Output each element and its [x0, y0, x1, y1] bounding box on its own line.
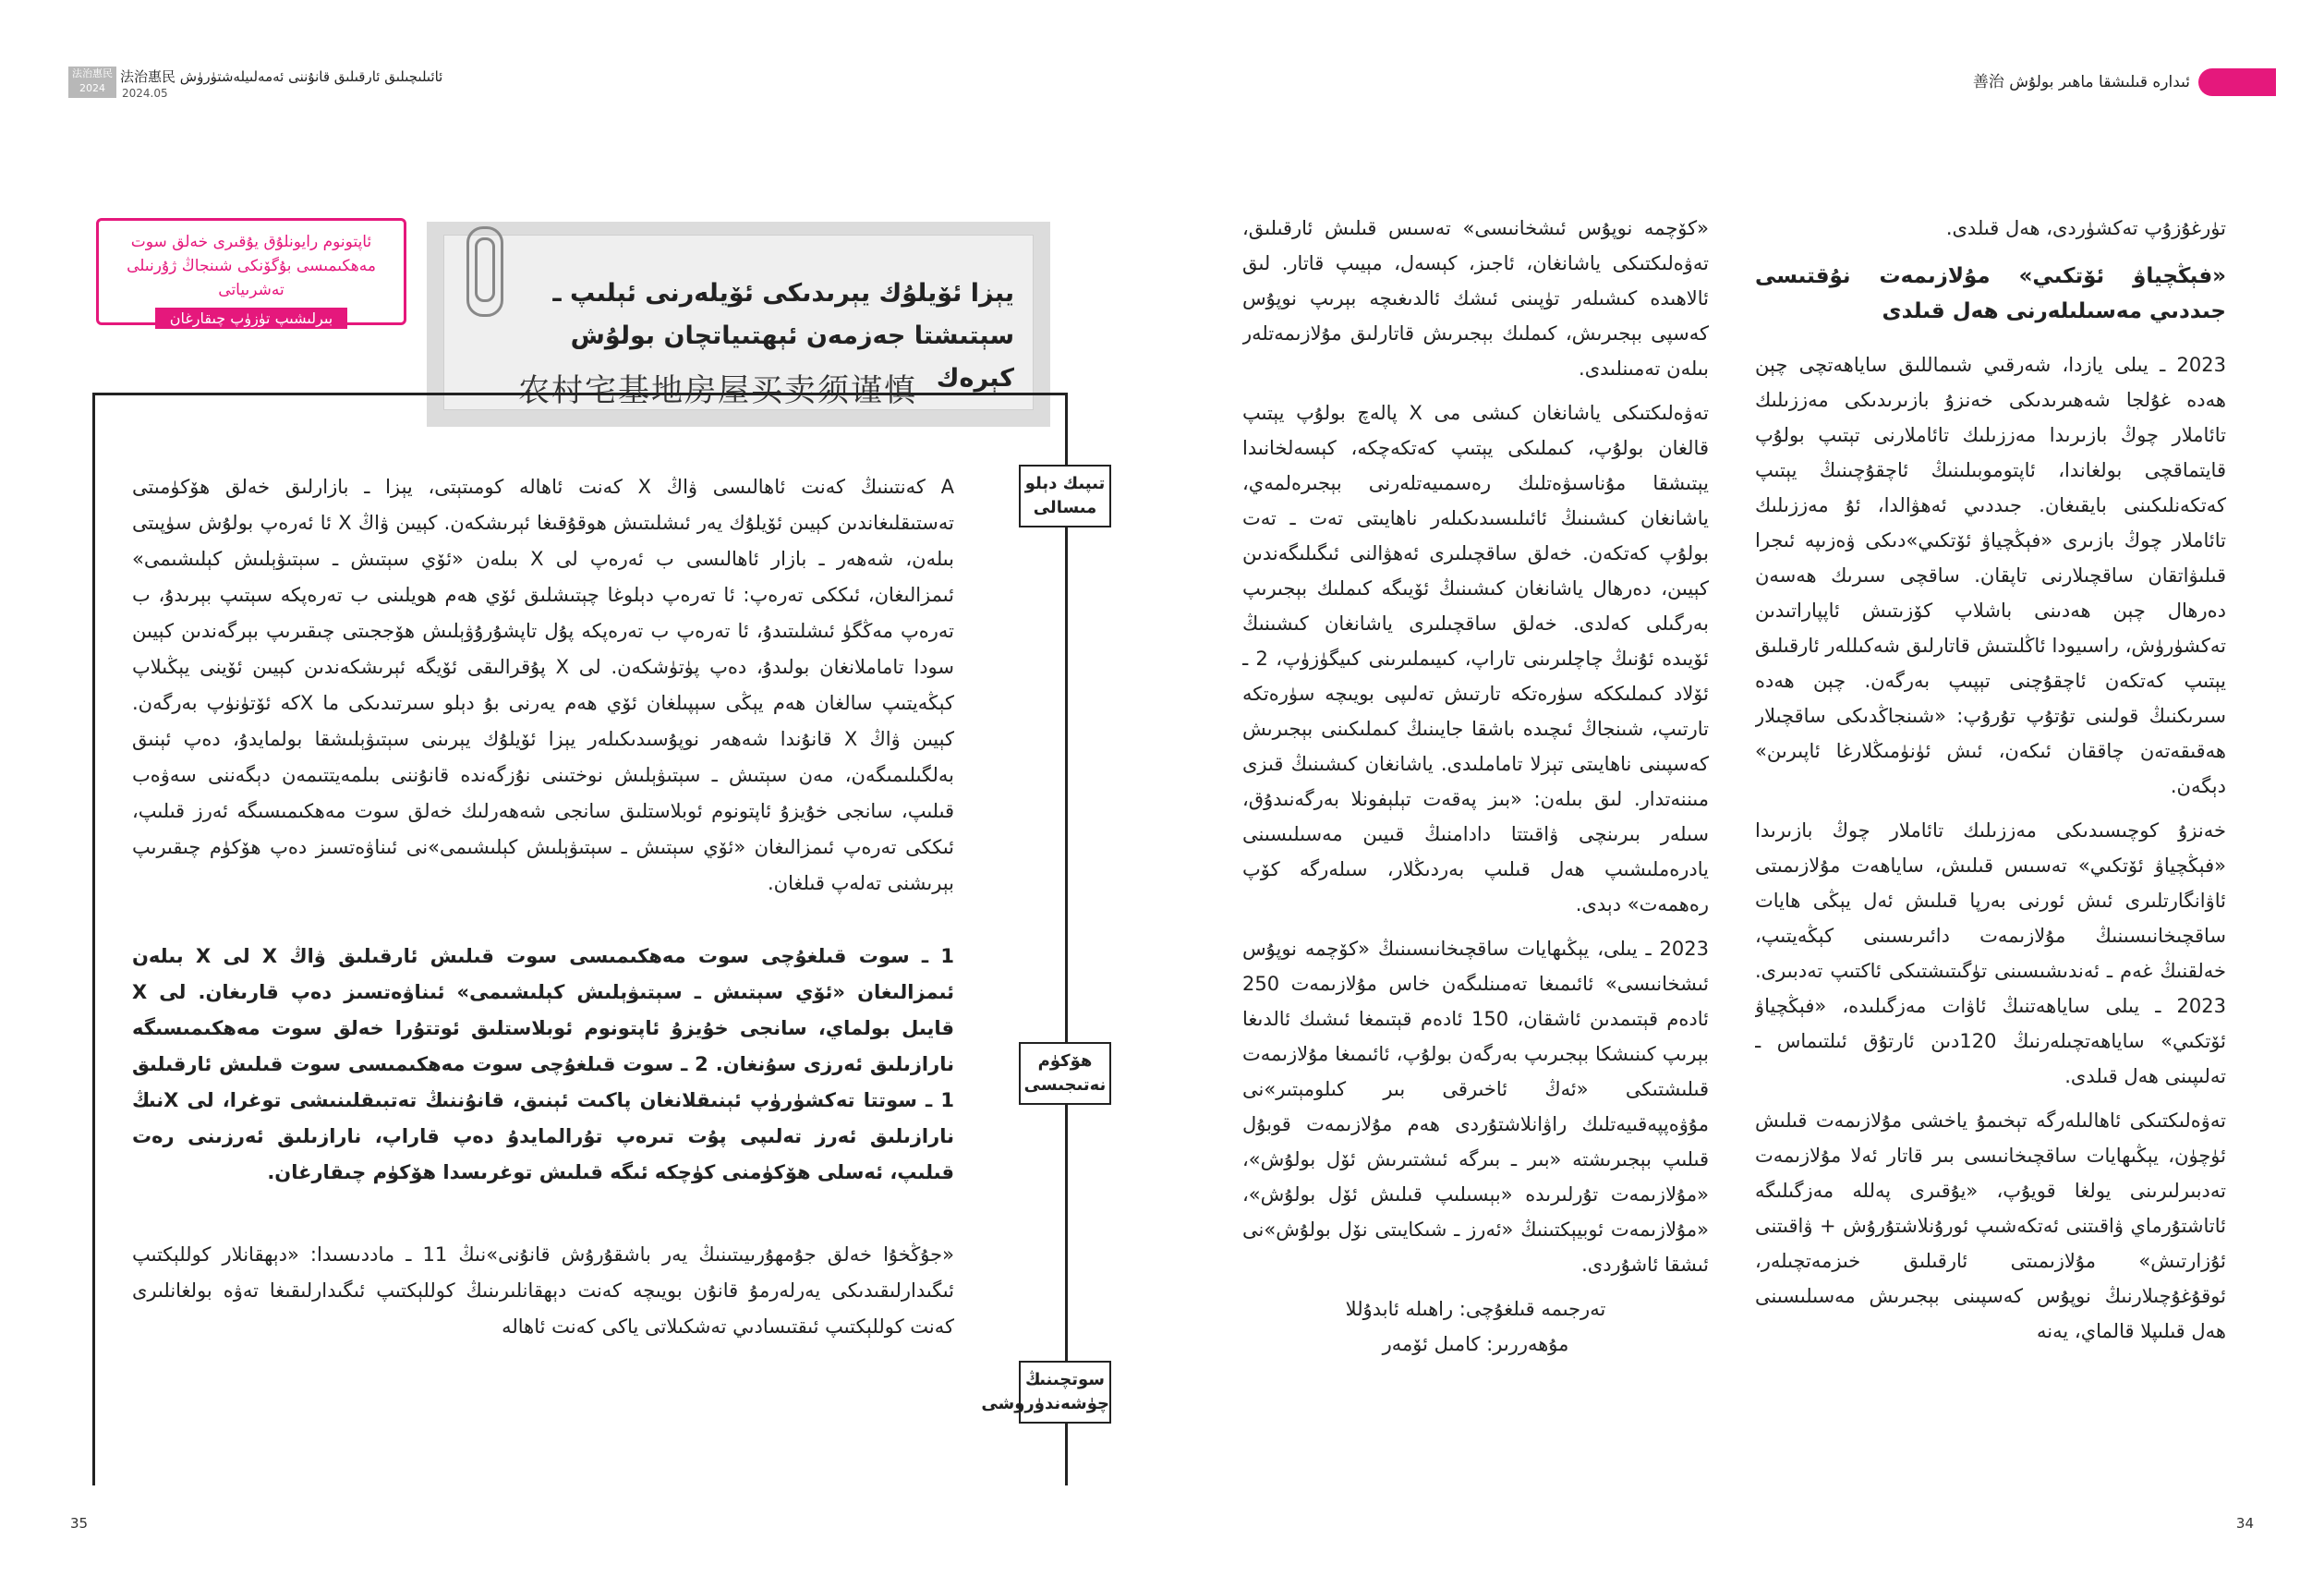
- article-title-panel: [443, 235, 1034, 410]
- left-page-number: 35: [70, 1515, 89, 1532]
- section-tab-marker: [2198, 68, 2276, 96]
- column-credit-title: ئاپتونوم رايونلۇق يۇقىرى خەلق سوت مەھكىمىسى بۇگۆنكى شىنجاڭ ژۇرنىلى تەشرىياتى: [127, 233, 376, 299]
- left-article-body: [132, 469, 954, 1371]
- right-paragraph-3: تەۋەلىكتىكى ئاھالىلەرگە تېخىمۇ ياخشى مۇلازىمەت قىلىش ئۈچۈن، يېڭىھايات ساقچىخانىسى بىر قاتار ئەلا مۇلازىمەت تەدبىرلىرىنى يولغا قويۇپ، «يۇقىرى پەللە مەزگىلىگە ئاتاشتۇرماي ۋاقىتنى ئەتكەشىپ ئورۇنلاشتۇرۇش + ۋاقىتنى ئۇزارتىش» مۇلازىمىتى ئارقىلىق خىزمەتچىلەر، ئوقۇغۇچىلارنىڭ نوپۇس كەسپىنى بېجىرىش مەسىلىسىنى ھەل قىلىپلا قالماي، يەنە: [1755, 1109, 2226, 1342]
- case-frame: [92, 393, 1109, 1485]
- middle-paragraph-3: 2023 ـ يىلى، يېڭىھايات ساقچىخانىسىنىڭ «كۆچمە نوپۇس ئىشخانىسى» ئائىمىغا تەمىنلىگەن خاس مۇلازىمەت 250 ئادەم قېتىمدىن ئاشقان، 150 ئادەم قېتىمغا ئىشىك ئالدىغا بېرىپ كىنىشكا بېجىرىپ بەرگەن بولۇپ، ئائىمىغا مۇلازىمەت قىلىشتىكى «ئەڭ ئاخىرقى بىر كىلومېتىر»نى مۇۋەپپەقىيەتلىك راۋانلاشتۇردى ھەم مۇلازىمەت قوبۇل قىلىپ بېجىرىشتە «بىر ـ بىرگە ئىشتىرىش ئۆل بولۇش»، «مۇلازىمەت تۇرلىرىدە «بېسىلىپ قىلىش ئۆل بولۇش»، «مۇلازىمەت ئوبيېكتىنىڭ «ئەرز ـ شىكايىتى نۆل بولۇش»نى ئىشقا ئاشۇردى.: [1242, 938, 1709, 1276]
- right-paragraph-2: خەنزۇ كوچىسىدىكى مەززىلىك تائاملار چوڭ بازىرىدا «فېڭچياۋ ئۆتكىي» تەسىس قىلىش، ساياھەت مۇلازىمىتى ئاۋانگارتلىرى ئىش ئورنى بەرپا قىلىش ئەل يېڭى ھايات ساقچىخانىسىنىڭ مۇلازىمەت دائىرىسىنى كېڭەيتىپ، خەلقنىڭ غەم ـ ئەندىشىسىنى تۈگىتىشتىكى ئاكتىپ تەدبىرى. 2023 ـ يىلى ساياھەتنىڭ ئاۋات مەزگىلىدە، «فېڭچياۋ ئۆتكىي» ساياھەتچىلەرنىڭ 120دىن ئارتۇق ئىلتىماس ـ تەلىپىنى ھەل قىلدى.: [1755, 819, 2226, 1087]
- issue-date: 2024.05: [122, 87, 168, 100]
- translator-credit: تەرجىمە قىلغۇچى: راھىلە ئابدۇللا: [1345, 1298, 1606, 1320]
- right-page-number: 34: [2235, 1515, 2254, 1532]
- right-paragraph-1: 2023 ـ يىلى يازدا، شەرقىي شىماللىق ساياھەتچى چېن ھەدە غۇلجا شەھىرىدىكى خەنزۇ بازىرىدىكى مەززىلىك تائاملار چوڭ بازىرىدا مەززىلىك تائاملارنى تېتىپ بولۇپ قايتماقچى بولغاندا، ئاپتوموبىلىنىڭ ئاچقۇچىنىڭ يېتىپ كەتكەنلىكىنى بايقىغان. جىددىي ئەھۋالدا، ئۇ مەززىلىك تائاملار چوڭ بازىرى «فېڭچياۋ ئۆتكىي»دىكى ۋەزىپە ئىجرا قىلىۋاتقان ساقچىلارنى تاپقان. ساقچى سىرىك ھەسەن دەرھال چېن ھەدىنى باشلاپ كۆزىتىش ئاپپاراتىدىن تەكشۈرۈش، راسىيودا ئاڭلىتىش قاتارلىق شەكىللەر ئارقىلىق يېتىپ كەتكەن ئاچقۇچنى تېپىپ بەرگەن. چېن ھەدە سىرىكنىڭ قولىنى تۇتۇپ تۇرۇپ: «شىنجاڭدىكى ساقچىلار ھەقىقەتەن چاققان ئىكەن، ئىش ئۈنۈمىڭلارغا ئاپىرىن» دېگەن.: [1755, 354, 2226, 797]
- column-credit-author: بىرلىشىپ تۈزۈپ چىقارغان: [155, 308, 347, 329]
- column-credit-box: [96, 218, 406, 325]
- article-title-uyghur: يېزا ئۆيلۇك يېرىدىكى ئۆيلەرنى ئېلىپ ـ سېتىشتا جەزمەن ئېھتىياتچان بولۇش كېرەك: [552, 279, 1014, 393]
- middle-paragraph-2: تەۋەلىكتىكى ياشانغان كىشى مى X پالەچ بولۇپ يېتىپ قالغان بولۇپ، كىملىكى يېتىپ كەتكەچكە، كېسەلخانىدا يېتىشقا مۇناسىۋەتلىك رەسمىيەتلەرنى بېجىرەلمەي، ياشانغان كىشىنىڭ ئائىلىسىدىكىلەر ناھايىتى تەت ـ تەت بولۇپ كەتكەن. خەلق ساقچىلىرى ئەھۋالنى ئىگىلىگەندىن كېيىن، دەرھال ياشانغان كىشىنىڭ ئۆيىگە كىملىك بېجىرىپ بەرگىلى كەلدى. خەلق ساقچىلىرى ياشانغان كىشىنىڭ ئۆيىدە ئۇنىڭ چاچلىرىنى تاراپ، كىيىملىرىنى كىيگۈزۈپ، 2 ـ ئۆلاد كىملىككە سۈرەتكە تارتىش تەلىپى بويىچە سۈرەتكە تارتىپ، شىنجاڭ ئىچىدە باشقا جايىنىڭ كىملىكىنى بېجىرىش كەسپىنى ناھايىتى تېزلا تاماملىدى. ياشانغان كىشىنىڭ قىزى مىننەتدار. لىق بىلەن: «بىز پەقەت تېلېفونلا بەرگەنىدۇق، سىلەر بىرىنچى ۋاقىتتا دادامنىڭ قىيىن مەسىلىسىنى يادرەملىشىپ ھەل قىلىپ بەردىڭلار، سىلەرگە كۆپ رەھمەت» دېدى.: [1242, 402, 1709, 915]
- right-page-middle-column: [1242, 211, 1709, 1504]
- right-running-header: ئىدارە قىلىشقا ماھىر بولۇش 善治: [1972, 73, 2190, 91]
- magazine-logo: 法治惠民 2024: [68, 67, 116, 98]
- tab-verdict: ھۆكۈم نەتىجىسى: [1019, 1042, 1111, 1105]
- verdict-paragraph: 1 ـ سوت قىلغۇچى سوت مەھكىمىسى سوت قىلىش ئارقىلىق ۋاڭ X لى X بىلەن ئىمزالىغان «ئۆي سېتىش ـ سېتىۋېلىش كېلىشىمى» ئىناۋەتسىز دەپ قارىغان. لى X قايىل بولماي، سانجى خۇيزۇ ئاپتونوم ئوبلاستلىق ئوتتۇرا خەلق سوت مەھكىمىسىگە نارازىلىق ئەرزى سۇنغان. 2 ـ سوت قىلغۇچى سوت مەھكىمىسى سوت قىلىش ئارقىلىق 1 ـ سوتتا تەكشۈرۈپ ئېنىقلانغان پاكىت ئېنىق، قانۇننىڭ تەتبىقلىنىشى توغرا، لى Xنىڭ نارازىلىق ئەرز تەلىپى پۇت تىرەپ تۇرالمايدۇ دەپ قاراپ، نارازىلىق ئەرزىنى رەت قىلىپ، ئەسلى ھۆكۈمنى كۈچكە ئىگە قىلىش توغرىسدا ھۆكۈم چىقارغان.: [132, 945, 954, 1183]
- right-page-right-column: [1755, 211, 2226, 1504]
- article-title-chinese: 农村宅基地房屋买卖须谨慎: [518, 372, 917, 409]
- middle-paragraph-1: «كۆچمە نوپۇس ئىشخانىسى» تەسىس قىلىش ئارقىلىق، تەۋەلىكتىكى ياشانغان، ئاجىز، كېسەل، مېيىپ قاتار. لىق ئالاھىدە كىشىلەر تۈپىنى ئىشك ئالدىغىچە بېرىپ نوپۇس كەسپى بېجىرىش، كىملىك بېجىرىش قاتارلىق مۇلازىمەتلەر بىلەن تەمىنلىدى.: [1242, 217, 1709, 380]
- section-subheading: «فېڭچياۋ ئۆتكىي» مۇلازىمەت نۇقتىسى جىددىي مەسىلىلەرنى ھەل قىلدى: [1755, 264, 2226, 323]
- editor-credit: مۇھەررىر: كامىل ئۆمەر: [1382, 1333, 1569, 1355]
- tab-typical-case: تىپىك دېلو مىسالى: [1019, 465, 1111, 527]
- tab-judge-explanation: سوتچىنىڭ چۈشەندۈرۈشى: [1019, 1361, 1111, 1424]
- case-paragraph: A كەنتىنىڭ كەنت ئاھالىسى ۋاڭ X كەنت ئاھالە كومىتېتى، يېزا ـ بازارلىق خەلق ھۆكۈمىتى تەستىقلىغاندىن كېيىن ئۆيلۇك يەر ئىشلىتىش ھوقۇقىغا ئېرىشكەن. كېيىن ۋاڭ X ئا ئەرەپ بولۇش سۈپىتى بىلەن، شەھەر ـ بازار ئاھالىسى ب ئەرەپ لى X بىلەن «ئۆي سېتىش ـ سېتىۋېلىش كېلىشىمى» ئىمزالىغان، ئىككى تەرەپ: ئا تەرەپ دېلوغا چېتىشلىق ئۆي ھەم ھويلىنى ب تەرەپكە سېتىپ بېرىدۇ، ب تەرەپ مەڭگۈ ئىشلىتىدۇ، ئا تەرەپ ب تەرەپكە پۇل تاپشۇرۇۋېلىش ھۆججىتى چىقىرىپ بېرگەندىن كېيىن سودا تاماملانغان بولىدۇ، دەپ پۈتۈشكەن. لى X پۇقرالىقى ئۆيگە ئېرىشكەندىن كېيىن ئۆينى يېڭىلاپ كېڭەيتىپ سالغان ھەم يېڭى سېپىلغان ئۆي ھەم يەرنى بۇ دېلو سىرتىدىكى ما Xكە ئۆتۈنۈپ بەرگەن. كېيىن ۋاڭ X قانۇندا شەھەر نوپۇسىدىكىلەر يېزا ئۆيلۇك يېرىنى سېتىۋېلىشقا بولمايدۇ، دەپ ئېنىق بەلگىلىمىگەن، مەن سېتىش ـ سېتىۋېلىش نوختىنى نۇزگەندە قانۇننى بىلمەيتتىمەن دېگەننى سەۋەب قىلىپ، سانجى خۇيزۇ ئاپتونوم ئوبلاستلىق سانجى شەھەرلىك خەلق سوت مەھكىمىسىگە ئەرز قىلىپ، ئىككى تەرەپ ئىمزالىغان «ئۆي سېتىش ـ سېتىۋېلىش كېلىشىمى»نى ئىناۋەتسىز دەپ ھۆكۈم چىقىرىپ بېرىشنى تەلەپ قىلغان.: [132, 476, 955, 894]
- explanation-paragraph: «جۇڭخۇا خەلق جۇمھۇرىيىتىنىڭ يەر باشقۇرۇش قانۇنى»نىڭ 11 ـ ماددىسىدا: «دېھقانلار كوللېكتىپ ئىگىدارلىقىدىكى يەرلەرمۇ قانۇن بويىچە كەنت دېھقانلىرىنىڭ كوللېكتىپ ئىگىدارلىقىغا تەۋە بولغانلىرى كەنت كوللېكتىپ ئىقتىسادىي تەشكىلاتى ياكى كەنت ئاھالە: [132, 1243, 954, 1338]
- right-paragraph-top: تۈرغۇزۇپ تەكشۈردى، ھەل قىلدى.: [1945, 217, 2226, 239]
- paperclip-inner-icon: [475, 237, 495, 302]
- left-running-header: ئائىلىچىلىق ئارقىلىق قانۇننى ئەمەلىيلەشتۈرۈش 法治惠民: [120, 68, 443, 85]
